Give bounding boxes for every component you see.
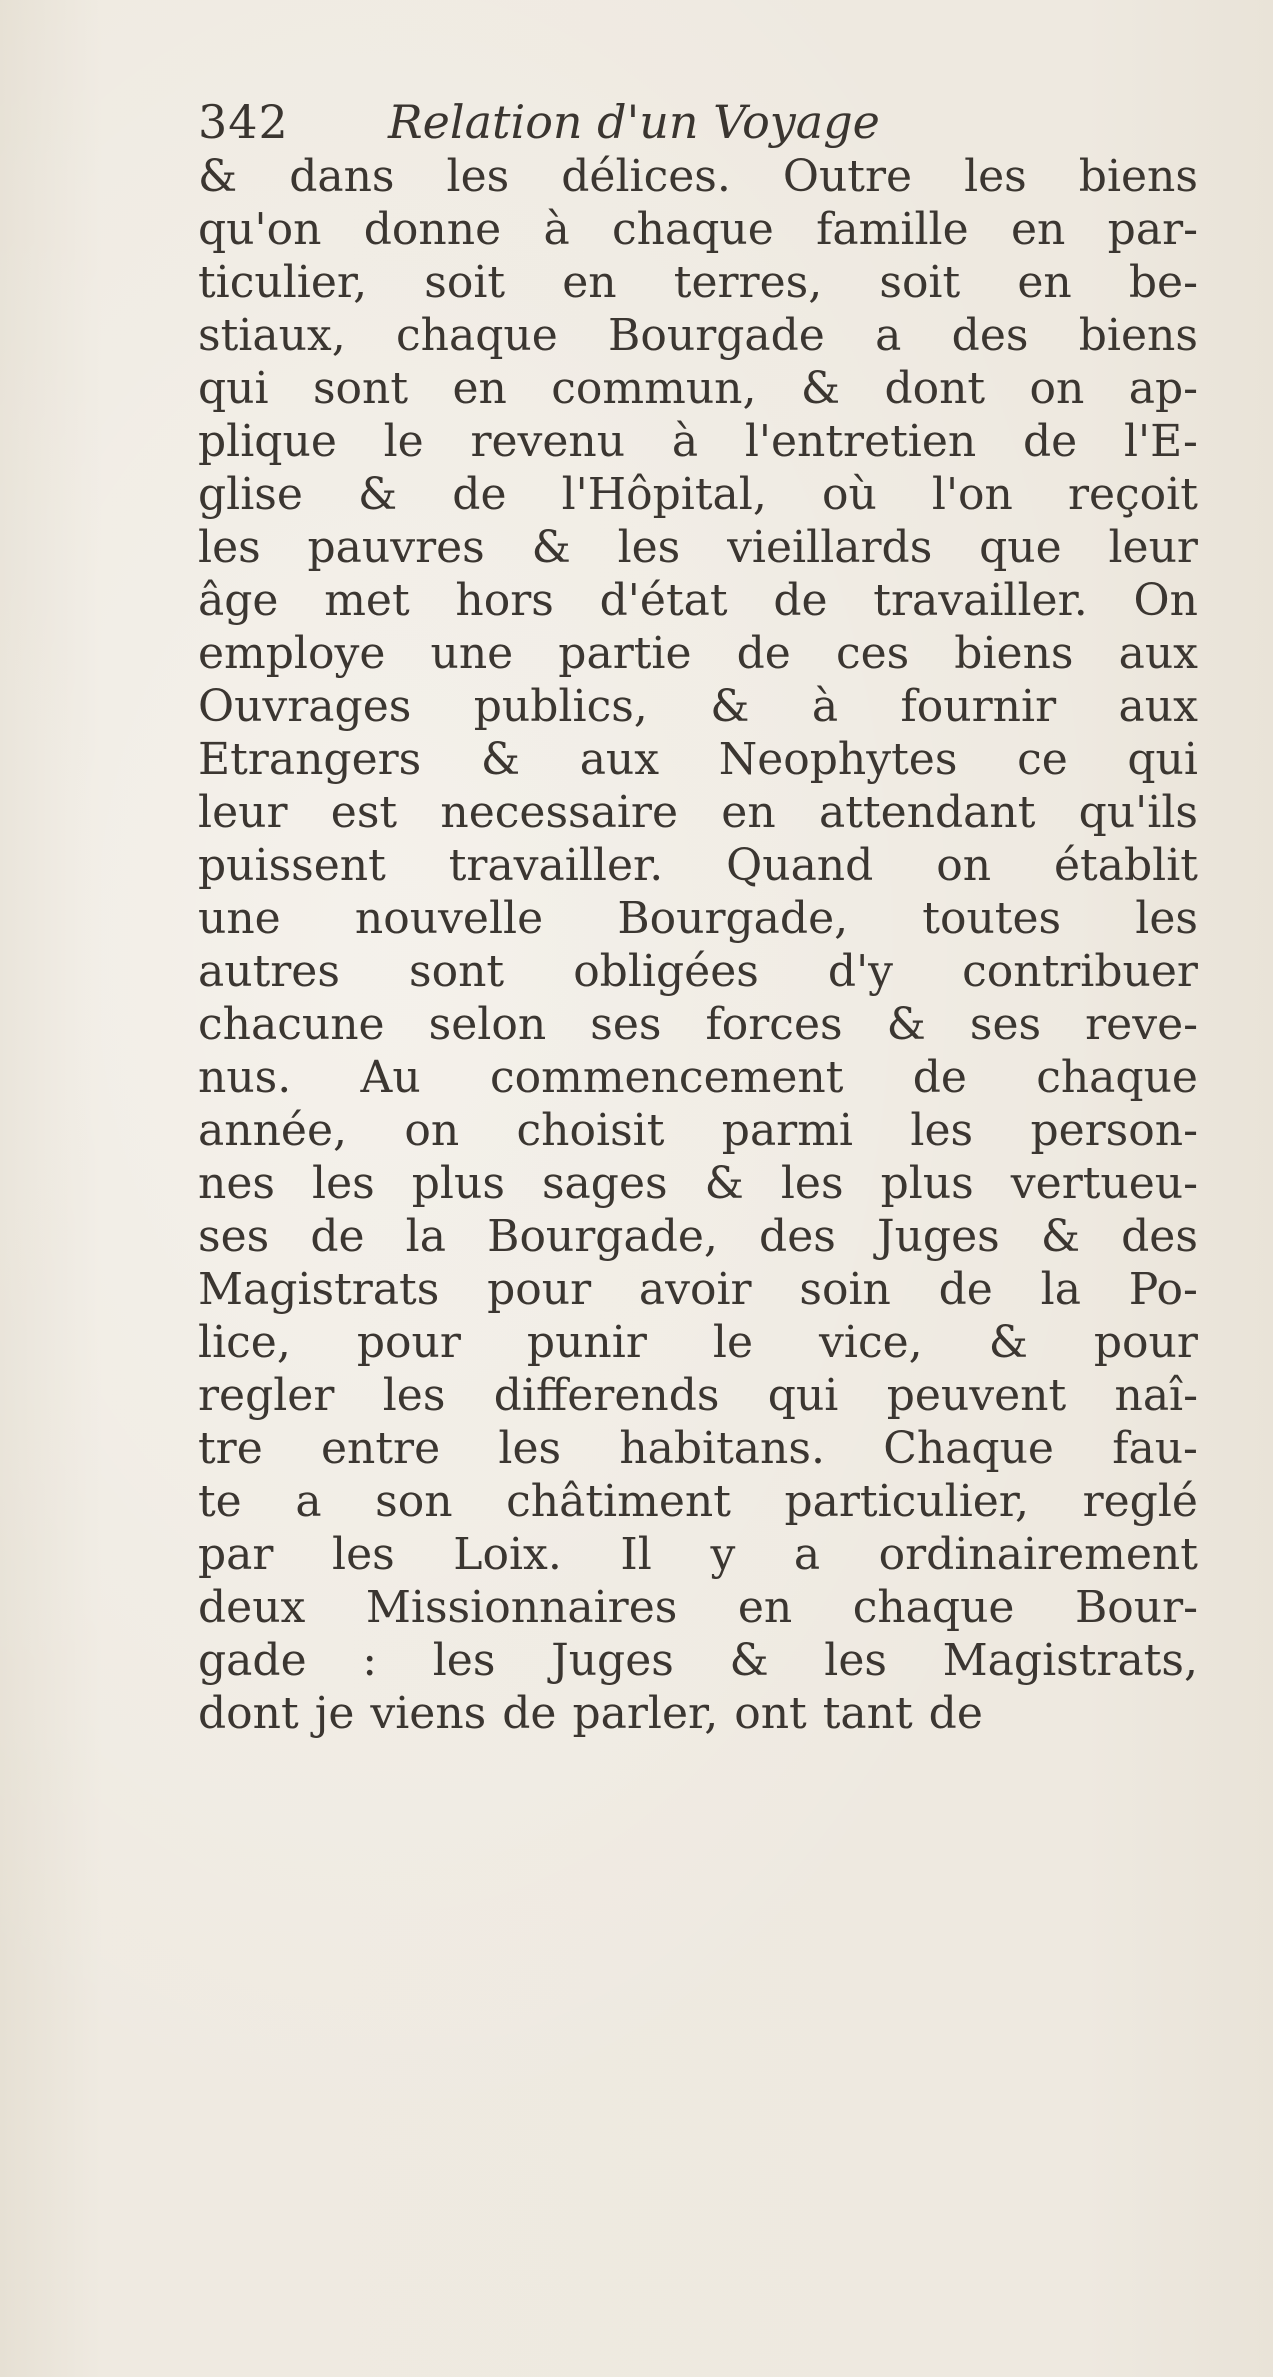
text-line: une nouvelle Bourgade, toutes les <box>198 893 1198 944</box>
text-line: qui sont en commun, & dont on ap- <box>198 363 1198 414</box>
text-line: Ouvrages publics, & à fournir aux <box>198 681 1198 732</box>
text-line: deux Missionnaires en chaque Bour- <box>198 1582 1198 1633</box>
text-line: plique le revenu à l'entretien de l'E- <box>198 416 1198 467</box>
text-line: gade : les Juges & les Magistrats, <box>198 1635 1198 1686</box>
text-line: Etrangers & aux Neophytes ce qui <box>198 734 1198 785</box>
text-line: autres sont obligées d'y contribuer <box>198 946 1198 997</box>
text-line: année, on choisit parmi les person- <box>198 1105 1198 1156</box>
text-line: dont je viens de parler, ont tant de <box>198 1688 983 1739</box>
text-line: tre entre les habitans. Chaque fau- <box>198 1423 1198 1474</box>
text-line: ses de la Bourgade, des Juges & des <box>198 1211 1198 1262</box>
text-line: Magistrats pour avoir soin de la Po- <box>198 1264 1198 1315</box>
text-line: stiaux, chaque Bourgade a des biens <box>198 310 1198 361</box>
text-line: les pauvres & les vieillards que leur <box>198 522 1198 573</box>
text-line: lice, pour punir le vice, & pour <box>198 1317 1198 1368</box>
text-line: puissent travailler. Quand on établit <box>198 840 1198 891</box>
page-header <box>198 92 1098 152</box>
text-line: ticulier, soit en terres, soit en be- <box>198 257 1198 308</box>
text-line: glise & de l'Hôpital, où l'on reçoit <box>198 469 1198 520</box>
text-line: chacune selon ses forces & ses reve- <box>198 999 1198 1050</box>
text-line: nus. Au commencement de chaque <box>198 1052 1198 1103</box>
text-line: regler les differends qui peuvent naî- <box>198 1370 1198 1421</box>
text-line: te a son châtiment particulier, reglé <box>198 1476 1198 1527</box>
page-number: 342 <box>198 95 289 149</box>
text-line: qu'on donne à chaque famille en par- <box>198 204 1198 255</box>
running-title: Relation d'un Voyage <box>388 95 880 149</box>
text-line: & dans les délices. Outre les biens <box>198 151 1198 202</box>
text-line: par les Loix. Il y a ordinairement <box>198 1529 1198 1580</box>
text-line: nes les plus sages & les plus vertueu- <box>198 1158 1198 1209</box>
text-line: employe une partie de ces biens aux <box>198 628 1198 679</box>
body-text <box>198 150 1198 1740</box>
text-line: âge met hors d'état de travailler. On <box>198 575 1198 626</box>
text-line: leur est necessaire en attendant qu'ils <box>198 787 1198 838</box>
